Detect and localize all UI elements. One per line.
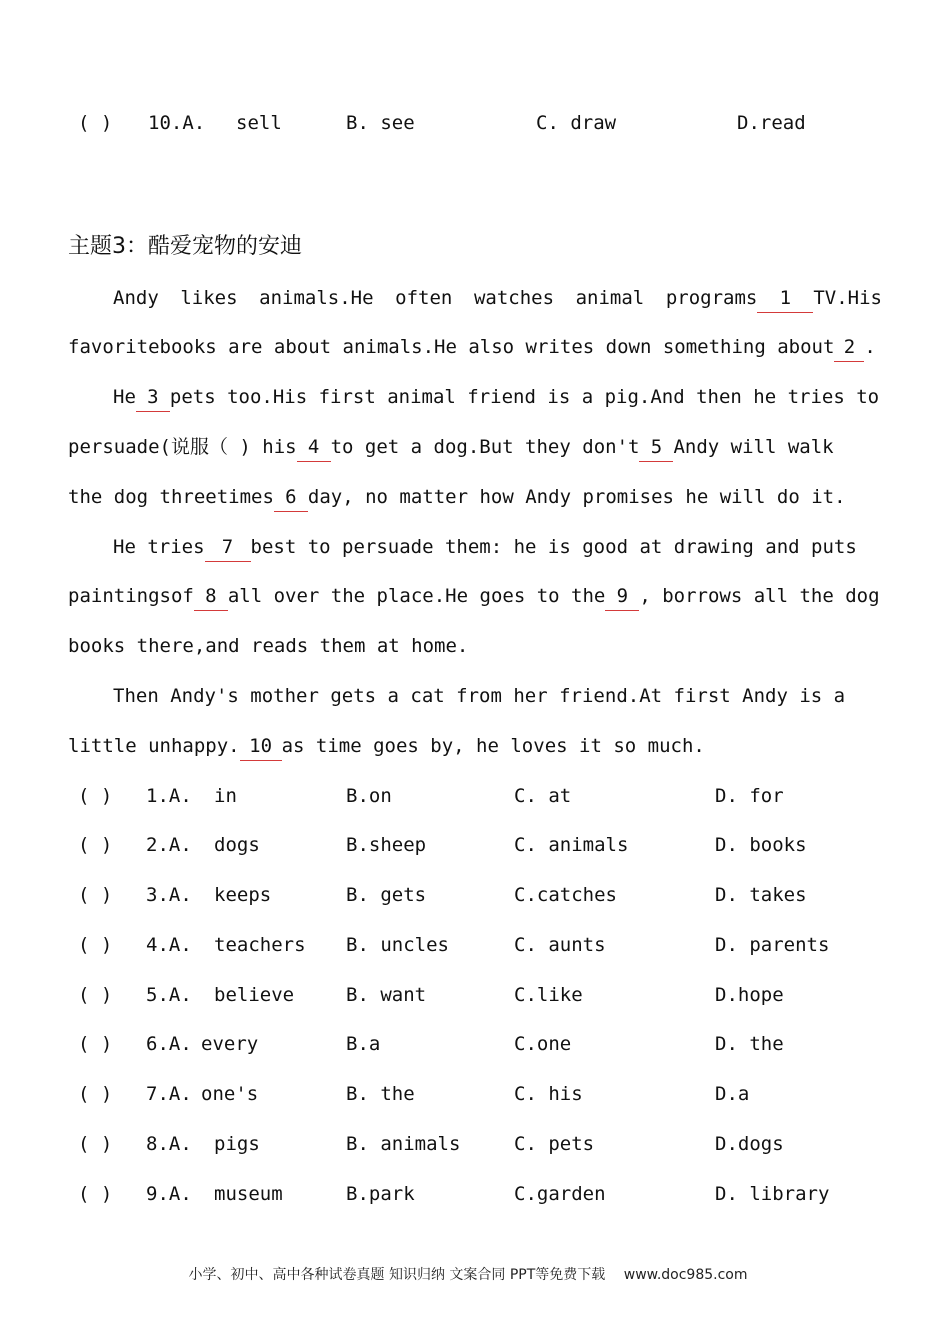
passage-text bbox=[834, 329, 875, 365]
blank-8: 8 bbox=[194, 582, 228, 611]
passage-word: likes bbox=[180, 287, 238, 309]
passage-line-6 bbox=[113, 529, 882, 565]
blank-4: 4 bbox=[297, 433, 331, 462]
topic-title: 主题3：酷爱宠物的安迪 bbox=[68, 234, 302, 259]
option-b: B. want bbox=[346, 984, 427, 1006]
option-c: C.like bbox=[514, 984, 583, 1006]
answer-paren: ( ) bbox=[78, 785, 113, 807]
question-number: 2.A. bbox=[146, 834, 192, 856]
passage-line-10 bbox=[68, 728, 882, 764]
passage-text bbox=[113, 379, 879, 415]
blank-1: 1 bbox=[757, 284, 813, 313]
answer-paren: ( ) bbox=[78, 1183, 113, 1205]
passage-text: all over the place.He goes to the bbox=[227, 585, 606, 607]
passage-text bbox=[68, 479, 846, 515]
answer-paren: ( ) bbox=[78, 1083, 113, 1105]
passage-text: the dog threetimes bbox=[68, 486, 274, 508]
passage-text: paintingsof bbox=[68, 585, 194, 607]
answer-paren: ( ) bbox=[78, 1133, 113, 1155]
option-c: C.one bbox=[514, 1033, 572, 1055]
passage-word: animal bbox=[575, 287, 645, 309]
blank-7: 7 bbox=[205, 533, 251, 562]
passage-text bbox=[113, 529, 857, 565]
question-number: 3.A. bbox=[146, 884, 192, 906]
answer-paren: ( ) bbox=[78, 884, 113, 906]
passage-text: as time goes by, he loves it so much. bbox=[281, 735, 705, 757]
option-b: B.a bbox=[346, 1033, 381, 1055]
option-b: B. uncles bbox=[346, 934, 449, 956]
passage-line-1 bbox=[113, 280, 882, 316]
option-a: pigs bbox=[214, 1133, 260, 1155]
footer-text: 小学、初中、高中各种试卷真题 知识归纳 文案合同 PPT等免费下载 bbox=[188, 1267, 606, 1283]
passage-text bbox=[68, 429, 834, 465]
passage-text: , borrows all the dog bbox=[639, 585, 880, 607]
passage-text: to get a dog.But they don't bbox=[330, 436, 640, 458]
option-c: C. animals bbox=[514, 834, 629, 856]
question-number: 10.A. bbox=[148, 112, 206, 134]
answer-paren: ( ) bbox=[78, 112, 113, 134]
passage-text: persuade(说服（ ) his bbox=[68, 436, 297, 458]
passage-text: little unhappy. bbox=[68, 735, 240, 757]
option-a: in bbox=[214, 785, 237, 807]
passage-line-9 bbox=[113, 678, 882, 714]
option-a: believe bbox=[214, 984, 295, 1006]
footer-url-link[interactable]: www.doc985.com bbox=[623, 1267, 748, 1283]
passage-word bbox=[666, 280, 882, 316]
passage-text bbox=[68, 578, 880, 614]
option-a: sell bbox=[236, 112, 282, 134]
question-number: 5.A. bbox=[146, 984, 192, 1006]
option-d: D. takes bbox=[715, 884, 807, 906]
passage-text: best to persuade them: he is good at drawing and puts bbox=[250, 536, 857, 558]
passage-text: favoritebooks are about animals.He also writes down something about bbox=[68, 336, 835, 358]
blank-2: 2 bbox=[834, 333, 864, 362]
passage-line-8 bbox=[68, 628, 882, 664]
option-a: every bbox=[201, 1033, 259, 1055]
passage-line-2 bbox=[68, 329, 882, 365]
passage-word: animals.He bbox=[259, 287, 374, 309]
answer-paren: ( ) bbox=[78, 934, 113, 956]
passage-text: Then Andy's mother gets a cat from her friend.At first Andy is a bbox=[113, 685, 846, 707]
question-number: 1.A. bbox=[146, 785, 192, 807]
option-a: keeps bbox=[214, 884, 272, 906]
question-number: 9.A. bbox=[146, 1183, 192, 1205]
option-c: C. pets bbox=[514, 1133, 595, 1155]
option-a: one's bbox=[201, 1083, 259, 1105]
option-b: B.sheep bbox=[346, 834, 427, 856]
passage-text: pets too.His first animal friend is a pig.And then he tries to bbox=[169, 386, 880, 408]
option-c: C. draw bbox=[536, 112, 617, 134]
option-d: D.read bbox=[737, 112, 806, 134]
option-d: D. for bbox=[715, 785, 784, 807]
passage-text: programs bbox=[665, 287, 758, 309]
answer-paren: ( ) bbox=[78, 984, 113, 1006]
page-footer bbox=[0, 1264, 950, 1284]
option-d: D. library bbox=[715, 1183, 830, 1205]
option-b: B. see bbox=[346, 112, 415, 134]
passage-text: books there,and reads them at home. bbox=[68, 635, 469, 657]
passage-text: He bbox=[113, 386, 136, 408]
option-b: B. the bbox=[346, 1083, 415, 1105]
blank-5: 5 bbox=[639, 433, 673, 462]
option-c: C.catches bbox=[514, 884, 617, 906]
question-number: 6.A. bbox=[146, 1033, 192, 1055]
option-c: C.garden bbox=[514, 1183, 606, 1205]
blank-3: 3 bbox=[136, 383, 170, 412]
passage-text: day, no matter how Andy promises he will do it. bbox=[307, 486, 846, 508]
option-b: B.on bbox=[346, 785, 392, 807]
option-a: dogs bbox=[214, 834, 260, 856]
option-b: B.park bbox=[346, 1183, 415, 1205]
option-d: D. the bbox=[715, 1033, 784, 1055]
option-c: C. aunts bbox=[514, 934, 606, 956]
passage-text bbox=[68, 728, 705, 764]
passage-text: TV.His bbox=[813, 287, 882, 309]
question-number: 4.A. bbox=[146, 934, 192, 956]
option-b: B. animals bbox=[346, 1133, 461, 1155]
passage-text: . bbox=[864, 336, 876, 358]
option-d: D.dogs bbox=[715, 1133, 784, 1155]
question-number: 8.A. bbox=[146, 1133, 192, 1155]
option-c: C. at bbox=[514, 785, 572, 807]
option-d: D.hope bbox=[715, 984, 784, 1006]
passage-line-4 bbox=[68, 429, 882, 465]
passage-line-7 bbox=[68, 578, 882, 614]
option-a: teachers bbox=[214, 934, 306, 956]
option-d: D. books bbox=[715, 834, 807, 856]
option-b: B. gets bbox=[346, 884, 427, 906]
passage-line-3 bbox=[113, 379, 882, 415]
passage-text: He tries bbox=[113, 536, 205, 558]
passage-word: watches bbox=[473, 287, 555, 309]
question-number: 7.A. bbox=[146, 1083, 192, 1105]
answer-paren: ( ) bbox=[78, 834, 113, 856]
option-d: D. parents bbox=[715, 934, 830, 956]
option-c: C. his bbox=[514, 1083, 583, 1105]
option-d: D.a bbox=[715, 1083, 750, 1105]
passage-text: Andy will walk bbox=[673, 436, 834, 458]
blank-9: 9 bbox=[605, 582, 639, 611]
answer-paren: ( ) bbox=[78, 1033, 113, 1055]
passage-word: often bbox=[395, 287, 453, 309]
blank-6: 6 bbox=[274, 483, 308, 512]
blank-10: 10 bbox=[240, 732, 282, 761]
passage-line-5 bbox=[68, 479, 882, 515]
option-a: museum bbox=[214, 1183, 283, 1205]
passage-word: Andy bbox=[113, 287, 159, 309]
